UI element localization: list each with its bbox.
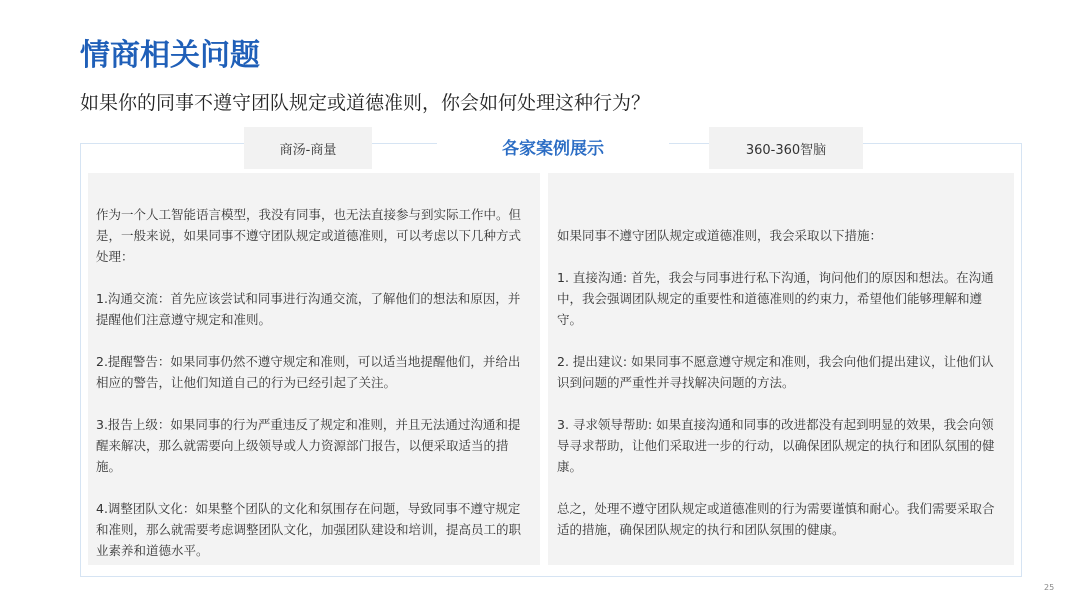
answer-panel-left: [88, 173, 540, 565]
answer-paragraph: 1.沟通交流：首先应该尝试和同事进行沟通交流，了解他们的想法和原因，并提醒他们注意遵守规定和准则。: [96, 291, 521, 327]
answer-paragraph: 总之，处理不遵守团队规定或道德准则的行为需要谨慎和耐心。我们需要采取合适的措施，确保团队规定的执行和团队氛围的健康。: [557, 501, 995, 537]
tab-sensetime: 商汤-商量: [244, 127, 372, 169]
answer-paragraph: 4.调整团队文化：如果整个团队的文化和氛围存在问题，导致同事不遵守规定和准则，那么就需要考虑调整团队文化，加强团队建设和培训，提高员工的职业素养和道德水平。: [96, 501, 522, 558]
answer-paragraph: 3.报告上级：如果同事的行为严重违反了规定和准则，并且无法通过沟通和提醒来解决，那么就需要向上级领导或人力资源部门报告，以便采取适当的措施。: [96, 417, 521, 474]
answer-paragraph: 如果同事不遵守团队规定或道德准则，我会采取以下措施：: [557, 228, 883, 243]
page-number: 25: [1044, 583, 1055, 592]
question-text: 如果你的同事不遵守团队规定或道德准则，你会如何处理这种行为？: [80, 92, 651, 114]
slide-title: 情商相关问题: [80, 38, 260, 73]
answer-paragraph: 2.提醒警告：如果同事仍然不遵守规定和准则，可以适当地提醒他们，并给出相应的警告，让他们知道自己的行为已经引起了关注。: [96, 354, 521, 390]
answer-paragraph: 作为一个人工智能语言模型，我没有同事，也无法直接参与到实际工作中。但是，一般来说，如果同事不遵守团队规定或道德准则，可以考虑以下几种方式处理：: [96, 207, 522, 264]
answer-paragraph: 1. 直接沟通: 首先，我会与同事进行私下沟通，询问他们的原因和想法。在沟通中，我会强调团队规定的重要性和道德准则的约束力，希望他们能够理解和遵守。: [557, 270, 994, 327]
tab-360: 360-360智脑: [709, 127, 863, 169]
answer-paragraph: 2. 提出建议: 如果同事不愿意遵守规定和准则，我会向他们提出建议，让他们认识到问题的严重性并寻找解决问题的方法。: [557, 354, 994, 390]
answer-panel-right: [548, 173, 1014, 565]
answer-paragraph: 3. 寻求领导帮助: 如果直接沟通和同事的改进都没有起到明显的效果，我会向领导寻求帮助，让他们采取进一步的行动，以确保团队规定的执行和团队氛围的健康。: [557, 417, 995, 474]
section-title: 各家案例展示: [437, 130, 669, 163]
